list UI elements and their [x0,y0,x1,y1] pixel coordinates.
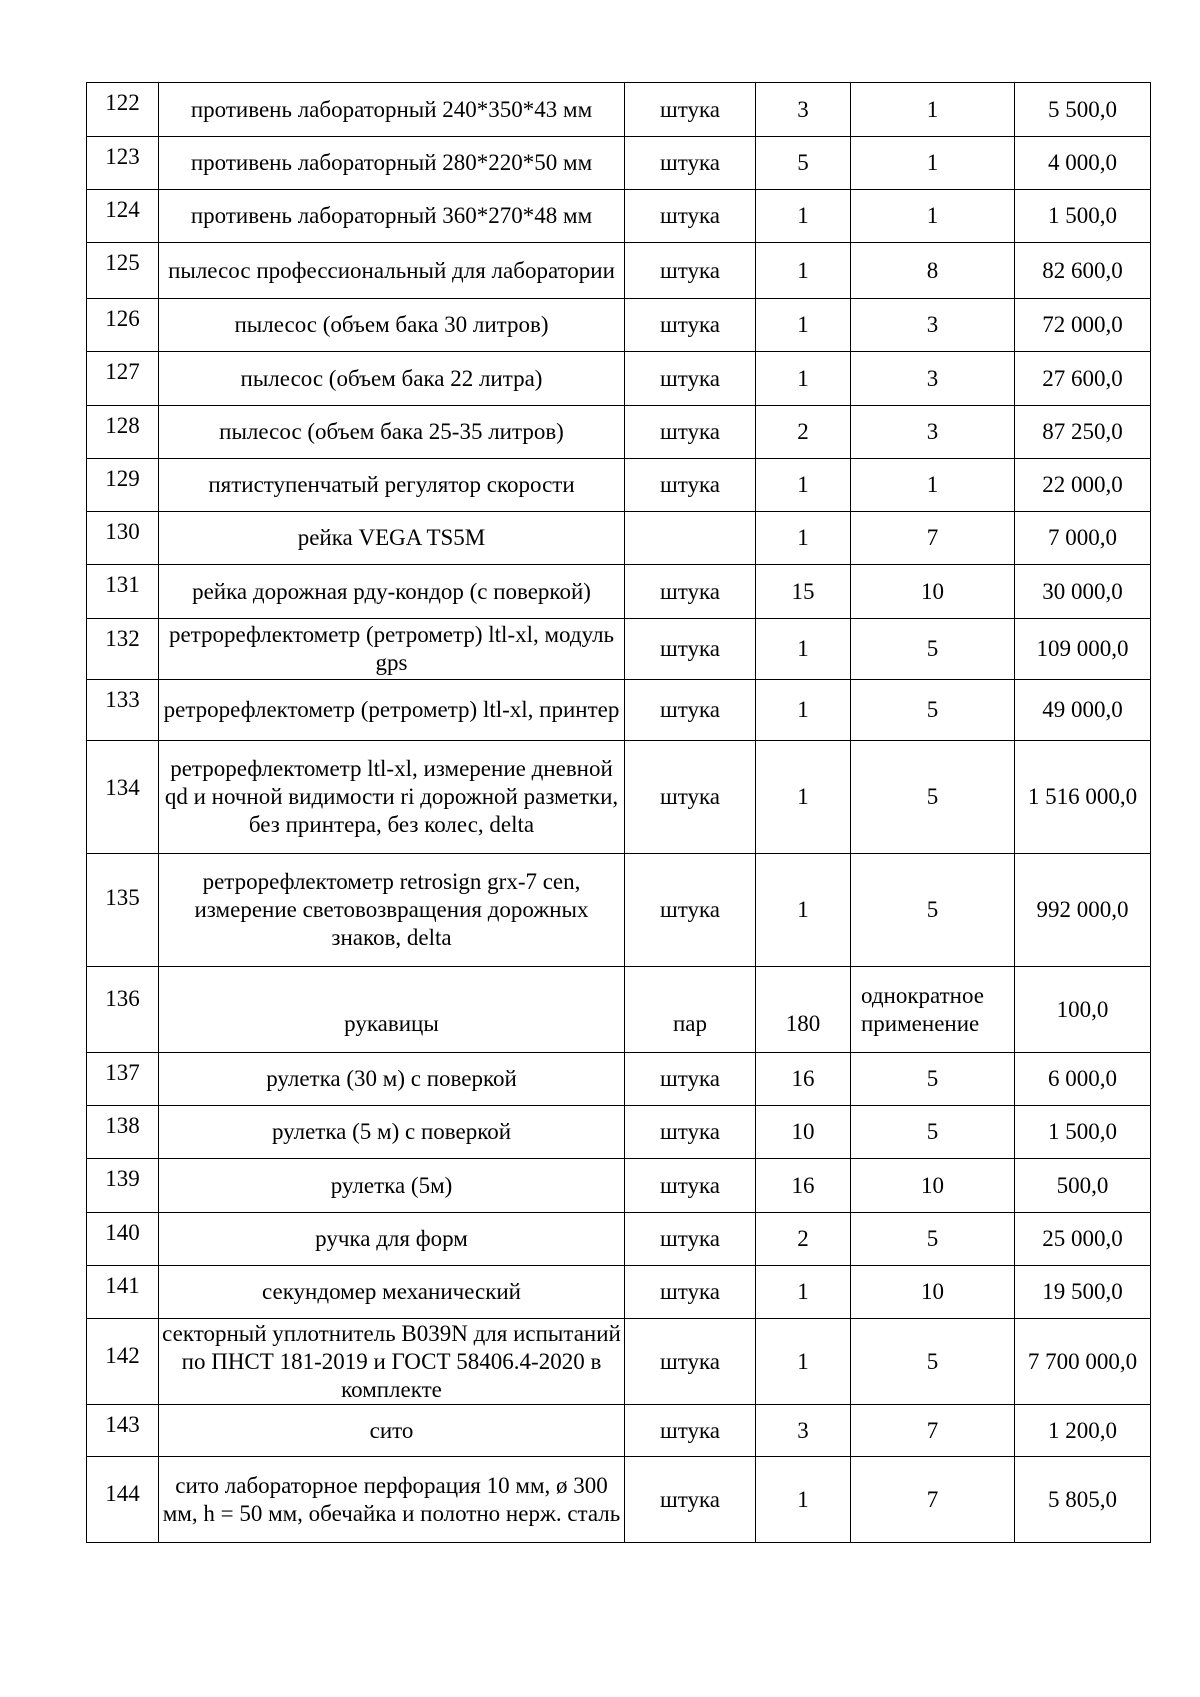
table-row [87,854,1151,967]
item-unit: штука [625,1319,756,1405]
row-number: 136 [87,967,159,1053]
item-name: ретрорефлектометр (ретрометр) ltl-xl, принтер [159,680,625,741]
item-period: 8 [851,243,1015,299]
item-period: 3 [851,352,1015,406]
item-quantity: 1 [756,854,851,967]
item-name: пылесос (объем бака 30 литров) [159,299,625,352]
item-unit: штука [625,1213,756,1266]
table-row [87,619,1151,680]
row-number: 122 [87,83,159,137]
table-row [87,741,1151,854]
item-name: противень лабораторный 280*220*50 мм [159,137,625,190]
table-row [87,352,1151,406]
row-number: 129 [87,459,159,512]
item-price: 25 000,0 [1015,1213,1151,1266]
item-price: 19 500,0 [1015,1266,1151,1319]
item-unit: штука [625,352,756,406]
table-row [87,1053,1151,1106]
item-price: 5 805,0 [1015,1457,1151,1543]
item-price: 1 500,0 [1015,190,1151,243]
table-row [87,967,1151,1053]
row-number: 123 [87,137,159,190]
item-unit: штука [625,1106,756,1159]
item-unit [625,512,756,565]
table-row [87,1405,1151,1457]
item-name: рулетка (5 м) с поверкой [159,1106,625,1159]
item-period: 5 [851,680,1015,741]
item-price: 109 000,0 [1015,619,1151,680]
item-quantity: 1 [756,619,851,680]
item-quantity: 15 [756,565,851,619]
item-quantity: 1 [756,741,851,854]
item-price: 1 500,0 [1015,1106,1151,1159]
item-quantity: 1 [756,680,851,741]
item-name: пылесос профессиональный для лаборатории [159,243,625,299]
item-price: 7 700 000,0 [1015,1319,1151,1405]
item-name: сито [159,1405,625,1457]
item-unit: пар [625,967,756,1053]
item-quantity: 3 [756,1405,851,1457]
item-period: однократное применение [851,967,1015,1053]
item-price: 4 000,0 [1015,137,1151,190]
item-quantity: 180 [756,967,851,1053]
item-period: 10 [851,1159,1015,1213]
item-price: 1 200,0 [1015,1405,1151,1457]
item-unit: штука [625,1405,756,1457]
item-unit: штука [625,406,756,459]
item-period: 10 [851,565,1015,619]
item-unit: штука [625,83,756,137]
item-period: 5 [851,1106,1015,1159]
table-row [87,190,1151,243]
item-name: противень лабораторный 360*270*48 мм [159,190,625,243]
table-row [87,137,1151,190]
row-number: 142 [87,1319,159,1405]
row-number: 126 [87,299,159,352]
table-row [87,299,1151,352]
item-unit: штука [625,299,756,352]
item-unit: штука [625,1266,756,1319]
item-period: 3 [851,299,1015,352]
item-quantity: 1 [756,1457,851,1543]
item-name: рукавицы [159,967,625,1053]
row-number: 130 [87,512,159,565]
row-number: 127 [87,352,159,406]
row-number: 137 [87,1053,159,1106]
item-quantity: 5 [756,137,851,190]
item-price: 30 000,0 [1015,565,1151,619]
items-table-body [87,83,1151,1543]
item-unit: штука [625,565,756,619]
row-number: 135 [87,854,159,967]
item-quantity: 10 [756,1106,851,1159]
item-price: 22 000,0 [1015,459,1151,512]
row-number: 138 [87,1106,159,1159]
row-number: 140 [87,1213,159,1266]
item-period: 10 [851,1266,1015,1319]
item-name: рейка дорожная рду-кондор (с поверкой) [159,565,625,619]
row-number: 144 [87,1457,159,1543]
item-price: 49 000,0 [1015,680,1151,741]
item-name: ручка для форм [159,1213,625,1266]
item-name: пылесос (объем бака 22 литра) [159,352,625,406]
row-number: 124 [87,190,159,243]
item-quantity: 1 [756,243,851,299]
item-period: 5 [851,1053,1015,1106]
item-period: 5 [851,1213,1015,1266]
item-unit: штука [625,1457,756,1543]
item-name: противень лабораторный 240*350*43 мм [159,83,625,137]
item-unit: штука [625,680,756,741]
table-row [87,680,1151,741]
table-row [87,406,1151,459]
row-number: 125 [87,243,159,299]
row-number: 141 [87,1266,159,1319]
item-price: 992 000,0 [1015,854,1151,967]
item-quantity: 1 [756,299,851,352]
item-unit: штука [625,190,756,243]
table-row [87,243,1151,299]
item-name: ретрорефлектометр (ретрометр) ltl-xl, модуль gps [159,619,625,680]
item-name: пылесос (объем бака 25-35 литров) [159,406,625,459]
item-period: 5 [851,741,1015,854]
item-period: 7 [851,1405,1015,1457]
item-price: 82 600,0 [1015,243,1151,299]
items-table [86,82,1151,1543]
item-quantity: 1 [756,352,851,406]
item-price: 5 500,0 [1015,83,1151,137]
item-unit: штука [625,1053,756,1106]
item-price: 100,0 [1015,967,1151,1053]
item-quantity: 1 [756,512,851,565]
table-row [87,1319,1151,1405]
item-period: 7 [851,1457,1015,1543]
item-period: 5 [851,854,1015,967]
row-number: 139 [87,1159,159,1213]
item-unit: штука [625,741,756,854]
item-quantity: 1 [756,190,851,243]
item-name: пятиступенчатый регулятор скорости [159,459,625,512]
item-quantity: 1 [756,459,851,512]
item-name: сито лабораторное перфорация 10 мм, ø 300 мм, h = 50 мм, обечайка и полотно нерж. сталь [159,1457,625,1543]
item-quantity: 16 [756,1159,851,1213]
item-price: 87 250,0 [1015,406,1151,459]
table-row [87,1159,1151,1213]
row-number: 132 [87,619,159,680]
item-quantity: 1 [756,1319,851,1405]
item-price: 1 516 000,0 [1015,741,1151,854]
item-price: 72 000,0 [1015,299,1151,352]
item-period: 1 [851,83,1015,137]
item-price: 7 000,0 [1015,512,1151,565]
item-price: 27 600,0 [1015,352,1151,406]
item-quantity: 16 [756,1053,851,1106]
item-unit: штука [625,1159,756,1213]
item-period: 5 [851,619,1015,680]
item-unit: штука [625,459,756,512]
item-period: 5 [851,1319,1015,1405]
item-name: рейка VEGA TS5M [159,512,625,565]
item-name: рулетка (5м) [159,1159,625,1213]
item-name: рулетка (30 м) с поверкой [159,1053,625,1106]
row-number: 134 [87,741,159,854]
item-name: секундомер механический [159,1266,625,1319]
table-row [87,512,1151,565]
item-period: 3 [851,406,1015,459]
item-price: 500,0 [1015,1159,1151,1213]
item-quantity: 2 [756,406,851,459]
item-quantity: 1 [756,1266,851,1319]
table-row [87,1457,1151,1543]
row-number: 143 [87,1405,159,1457]
row-number: 133 [87,680,159,741]
item-unit: штука [625,854,756,967]
table-row [87,1266,1151,1319]
item-quantity: 3 [756,83,851,137]
table-row [87,459,1151,512]
item-period: 1 [851,459,1015,512]
item-quantity: 2 [756,1213,851,1266]
item-unit: штука [625,619,756,680]
table-row [87,1213,1151,1266]
item-price: 6 000,0 [1015,1053,1151,1106]
item-name: секторный уплотнитель B039N для испытаний по ПНСТ 181-2019 и ГОСТ 58406.4-2020 в комплекте [159,1319,625,1405]
table-row [87,1106,1151,1159]
item-unit: штука [625,137,756,190]
item-period: 1 [851,137,1015,190]
table-row [87,565,1151,619]
row-number: 128 [87,406,159,459]
item-period: 7 [851,512,1015,565]
row-number: 131 [87,565,159,619]
item-unit: штука [625,243,756,299]
item-period: 1 [851,190,1015,243]
table-row [87,83,1151,137]
item-name: ретрорефлектометр retrosign grx-7 cen, измерение световозвращения дорожных знаков, delta [159,854,625,967]
item-name: ретрорефлектометр ltl-xl, измерение дневной qd и ночной видимости ri дорожной разметки, без принтера, без колес, delta [159,741,625,854]
